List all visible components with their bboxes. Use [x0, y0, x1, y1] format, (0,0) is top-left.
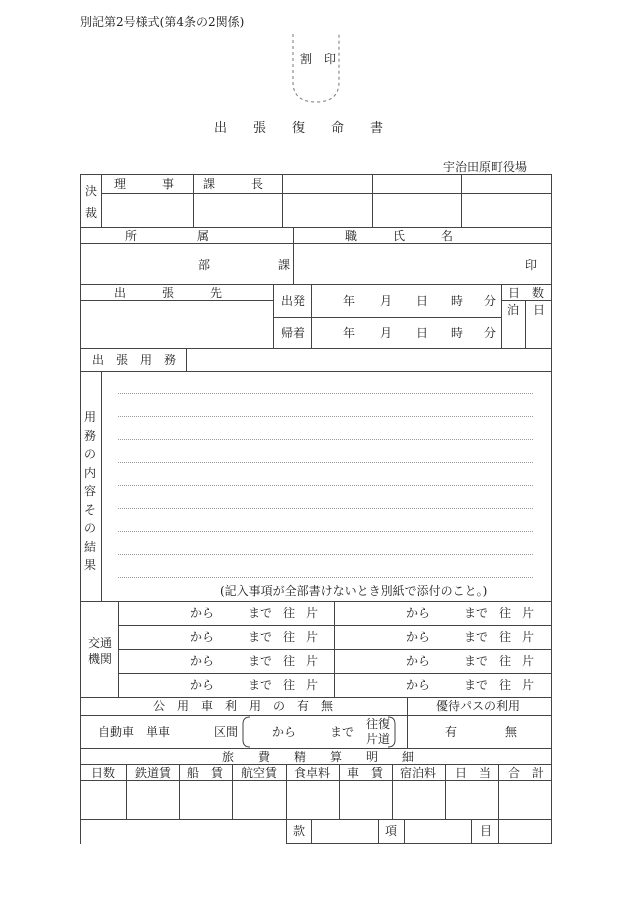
depart-label: 出発	[281, 294, 306, 308]
budget-kan: 款	[293, 824, 306, 838]
transport-oneway: 片	[522, 630, 535, 644]
approval-stamp-3[interactable]	[283, 175, 371, 226]
expense-ship-field[interactable]	[180, 781, 231, 818]
expense-col-daily: 日 当	[455, 766, 492, 780]
expense-header: 旅 費 精 算 明 細	[222, 750, 415, 764]
transport-from: から	[406, 630, 431, 644]
transport-oneway: 片	[522, 678, 535, 692]
content-label: 用務の内容その結果	[83, 410, 96, 572]
pass-no[interactable]: 無	[505, 725, 518, 739]
expense-days-field[interactable]	[81, 781, 125, 818]
transport-round: 往	[499, 630, 512, 644]
approval-label-top: 決	[85, 184, 98, 198]
expense-rail-field[interactable]	[127, 781, 178, 818]
transport-round: 往	[283, 678, 296, 692]
transport-oneway: 片	[306, 678, 319, 692]
arrive-day-unit: 日	[416, 326, 429, 340]
arrive-hour-unit: 時	[451, 326, 464, 340]
frame-right	[551, 174, 552, 844]
approval-stamp-chief[interactable]	[194, 194, 281, 226]
car-from: から	[272, 725, 297, 739]
transport-oneway: 片	[522, 606, 535, 620]
days-count-label: 日 数	[508, 286, 545, 300]
name-label: 職 氏 名	[345, 229, 454, 243]
dept-field[interactable]	[81, 244, 192, 283]
transport-from: から	[190, 678, 215, 692]
purpose-field[interactable]	[187, 349, 550, 370]
approval-label-bottom: 裁	[85, 206, 98, 220]
transport-oneway: 片	[522, 654, 535, 668]
page-title: 出 張 復 命 書	[214, 121, 384, 136]
depart-hour-unit: 時	[451, 294, 464, 308]
transport-to: まで	[464, 678, 489, 692]
transport-oneway: 片	[306, 654, 319, 668]
transport-from: から	[406, 654, 431, 668]
depart-month-unit: 月	[380, 294, 393, 308]
transport-label-1: 交通	[88, 636, 113, 650]
expense-col-rail: 鉄道賃	[135, 766, 172, 780]
transport-round: 往	[499, 654, 512, 668]
expense-col-total: 合 計	[508, 766, 545, 780]
expense-col-meal: 食卓料	[294, 766, 331, 780]
expense-meal-field[interactable]	[287, 781, 338, 818]
seal-label: 割 印	[300, 52, 337, 66]
approval-col-chief: 課 長	[203, 177, 264, 191]
destination-label: 出 張 先	[114, 286, 223, 300]
transport-to: まで	[464, 630, 489, 644]
transport-label-2: 機関	[88, 652, 113, 666]
approval-stamp-director[interactable]	[102, 194, 192, 226]
budget-moku: 目	[480, 824, 493, 838]
pass-yes[interactable]: 有	[445, 725, 458, 739]
transport-round: 往	[499, 678, 512, 692]
transport-to: まで	[248, 606, 273, 620]
vehicle-type: 自動車 単車	[98, 725, 171, 739]
transport-to: まで	[248, 678, 273, 692]
expense-daily-field[interactable]	[446, 781, 497, 818]
transport-from: から	[406, 678, 431, 692]
expense-col-ship: 船 賃	[187, 766, 224, 780]
car-round-trip[interactable]: 往復	[366, 717, 391, 731]
expense-col-air: 航空賃	[241, 766, 278, 780]
expense-car-field[interactable]	[340, 781, 391, 818]
content-note: (記入事項が全部書けないとき別紙で添付のこと。)	[220, 584, 488, 598]
nights-label: 泊	[507, 303, 520, 317]
official-car-header: 公 用 車 利 用 の 有 無	[153, 699, 334, 713]
transport-round: 往	[283, 630, 296, 644]
expense-col-car: 車 賃	[347, 766, 384, 780]
transport-to: まで	[248, 654, 273, 668]
office-name: 宇治田原町役場	[443, 160, 528, 174]
transport-from: から	[190, 606, 215, 620]
approval-stamp-5[interactable]	[462, 175, 550, 226]
arrive-year-unit: 年	[343, 326, 356, 340]
depart-year-unit: 年	[343, 294, 356, 308]
pass-header: 優待パスの利用	[436, 699, 521, 713]
purpose-label: 出 張 用 務	[92, 353, 177, 367]
transport-from: から	[406, 606, 431, 620]
depart-minute-unit: 分	[484, 294, 497, 308]
section-label: 区間	[214, 725, 239, 739]
transport-from: から	[190, 654, 215, 668]
expense-col-days: 日数	[91, 766, 116, 780]
arrive-minute-unit: 分	[484, 326, 497, 340]
section-unit: 課	[278, 258, 291, 272]
days-label: 日	[533, 303, 546, 317]
transport-oneway: 片	[306, 630, 319, 644]
arrive-label: 帰着	[281, 326, 306, 340]
seal-box	[290, 32, 342, 104]
transport-to: まで	[248, 630, 273, 644]
expense-col-lodging: 宿泊料	[400, 766, 437, 780]
destination-field[interactable]	[81, 301, 272, 347]
transport-to: まで	[464, 654, 489, 668]
approval-col-director: 理 事	[114, 177, 175, 191]
car-to: まで	[330, 725, 355, 739]
transport-round: 往	[499, 606, 512, 620]
expense-lodging-field[interactable]	[393, 781, 444, 818]
expense-total-field[interactable]	[499, 781, 550, 818]
form-label: 別記第2号様式(第4条の2関係)	[80, 15, 245, 29]
transport-round: 往	[283, 606, 296, 620]
name-field[interactable]	[294, 244, 519, 283]
transport-round: 往	[283, 654, 296, 668]
section-field[interactable]	[213, 244, 275, 283]
car-one-way[interactable]: 片道	[366, 732, 391, 746]
expense-air-field[interactable]	[233, 781, 285, 818]
transport-oneway: 片	[306, 606, 319, 620]
transport-to: まで	[464, 606, 489, 620]
depart-day-unit: 日	[416, 294, 429, 308]
seal-mark: 印	[525, 258, 538, 272]
dept-unit: 部	[198, 258, 211, 272]
content-field[interactable]	[102, 372, 550, 578]
arrive-month-unit: 月	[380, 326, 393, 340]
approval-stamp-4[interactable]	[373, 175, 460, 226]
budget-kou: 項	[385, 824, 398, 838]
transport-from: から	[190, 630, 215, 644]
affiliation-label: 所 属	[125, 229, 210, 243]
